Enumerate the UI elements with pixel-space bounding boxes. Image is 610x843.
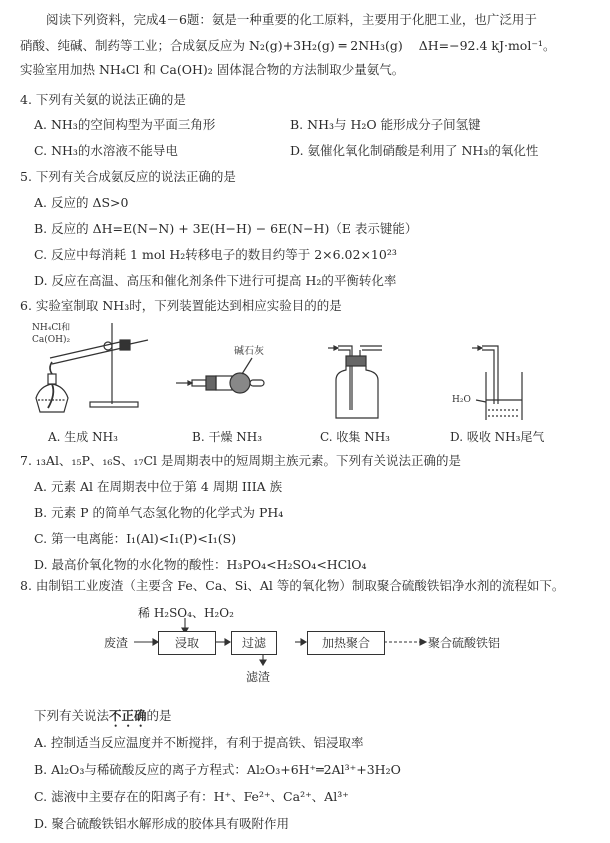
intro-line-1: 阅读下列资料，完成4－6题：氨是一种重要的化工原料，主要用于化肥工业，也广泛用于 bbox=[46, 12, 537, 27]
q6-stem: 6. 实验室制取 NH₃时，下列装置能达到相应实验目的的是 bbox=[20, 298, 342, 313]
intro-line-2 bbox=[20, 38, 555, 54]
q8-option-b: B. Al₂O₃与稀硫酸反应的离子方程式：Al₂O₃+6H⁺═2Al³⁺+3H₂O bbox=[34, 762, 401, 777]
apparatus-c-gas-bottle-icon bbox=[320, 340, 400, 420]
q8-stem: 8. 由制铝工业废渣（主要含 Fe、Ca、Si、Al 等的氧化物）制取聚合硫酸铁铝净水剂的流程如下。 bbox=[20, 578, 565, 593]
apparatus-b-drying-tube-icon bbox=[172, 340, 282, 400]
q7-option-a: A. 元素 Al 在周期表中位于第 4 周期 IIIA 族 bbox=[34, 479, 283, 494]
apparatus-a-label-2: Ca(OH)₂ bbox=[32, 335, 71, 345]
flow-input: 废渣 bbox=[104, 636, 129, 650]
q8-sub-stem bbox=[34, 708, 172, 730]
q8-option-d: D. 聚合硫酸铁铝水解形成的胶体具有吸附作用 bbox=[34, 816, 290, 831]
apparatus-d-label: H₂O bbox=[452, 395, 471, 405]
q5-option-c: C. 反应中每消耗 1 mol H₂转移电子的数目约等于 2×6.02×10²³ bbox=[34, 247, 397, 262]
q5-option-d: D. 反应在高温、高压和催化剂条件下进行可提高 H₂的平衡转化率 bbox=[34, 273, 397, 288]
q5-option-b: B. 反应的 ΔH=E(N−N) + 3E(H−H) − 6E(N−H)（E 表示键能） bbox=[34, 221, 418, 236]
q7-option-b: B. 元素 P 的简单气态氢化物的化学式为 PH₄ bbox=[34, 505, 284, 520]
q7-stem: 7. ₁₃Al、₁₅P、₁₆S、₁₇Cl 是周期表中的短周期主族元素。下列有关说法正确的是 bbox=[20, 453, 462, 468]
apparatus-b-label: 碱石灰 bbox=[234, 346, 264, 357]
q4-option-d: D. 氨催化氧化制硝酸是利用了 NH₃的氧化性 bbox=[290, 143, 539, 158]
figure-a-caption: A. 生成 NH₃ bbox=[48, 430, 118, 444]
q4-option-b: B. NH₃与 H₂O 能形成分子间氢键 bbox=[290, 117, 481, 132]
q4-stem: 4. 下列有关氨的说法正确的是 bbox=[20, 92, 186, 107]
enthalpy-value: ΔH=−92.4 kJ·mol⁻¹。 bbox=[418, 38, 556, 53]
q8-option-c: C. 滤液中主要存在的阳离子有：H⁺、Fe²⁺、Ca²⁺、Al³⁺ bbox=[34, 789, 349, 804]
q7-option-d: D. 最高价氧化物的水化物的酸性：H₃PO₄<H₂SO₄<HClO₄ bbox=[34, 557, 367, 572]
apparatus-a-label-1: NH₄Cl和 bbox=[32, 323, 71, 333]
q8-sub-stem-emphasis: 不正确 bbox=[109, 708, 147, 723]
figure-c-caption: C. 收集 NH₃ bbox=[320, 430, 390, 444]
flow-byproduct: 滤渣 bbox=[246, 670, 271, 684]
flow-step-leaching: 浸取 bbox=[158, 631, 216, 655]
q4-option-a: A. NH₃的空间构型为平面三角形 bbox=[34, 117, 216, 132]
flow-step-filtration: 过滤 bbox=[231, 631, 277, 655]
apparatus-d-beaker-icon bbox=[452, 340, 542, 420]
flow-step-heating-polymerization: 加热聚合 bbox=[307, 631, 385, 655]
q4-option-c: C. NH₃的水溶液不能导电 bbox=[34, 143, 178, 158]
q5-option-a: A. 反应的 ΔS>0 bbox=[34, 195, 129, 210]
q8-option-a: A. 控制适当反应温度并不断搅拌，有利于提高铁、铝浸取率 bbox=[34, 735, 364, 750]
intro-line-2-text: 硝酸、纯碱、制药等工业；合成氨反应为 bbox=[20, 38, 249, 53]
flow-reagent-label: 稀 H₂SO₄、H₂O₂ bbox=[138, 606, 234, 620]
figure-d-caption: D. 吸收 NH₃尾气 bbox=[450, 430, 545, 444]
q5-stem: 5. 下列有关合成氨反应的说法正确的是 bbox=[20, 169, 236, 184]
q7-option-c: C. 第一电离能：I₁(Al)<I₁(P)<I₁(S) bbox=[34, 531, 237, 546]
intro-line-3: 实验室用加热 NH₄Cl 和 Ca(OH)₂ 固体混合物的方法制取少量氨气。 bbox=[20, 62, 405, 77]
q8-sub-stem-prefix: 下列有关说法 bbox=[34, 708, 110, 723]
apparatus-a-heating-icon bbox=[20, 318, 170, 418]
synthesis-equation: N₂(g)+3H₂(g) ═ 2NH₃(g) bbox=[248, 38, 403, 53]
flow-output: 聚合硫酸铁铝 bbox=[428, 636, 501, 650]
q8-sub-stem-suffix: 的是 bbox=[146, 708, 172, 723]
figure-b-caption: B. 干燥 NH₃ bbox=[192, 430, 263, 444]
